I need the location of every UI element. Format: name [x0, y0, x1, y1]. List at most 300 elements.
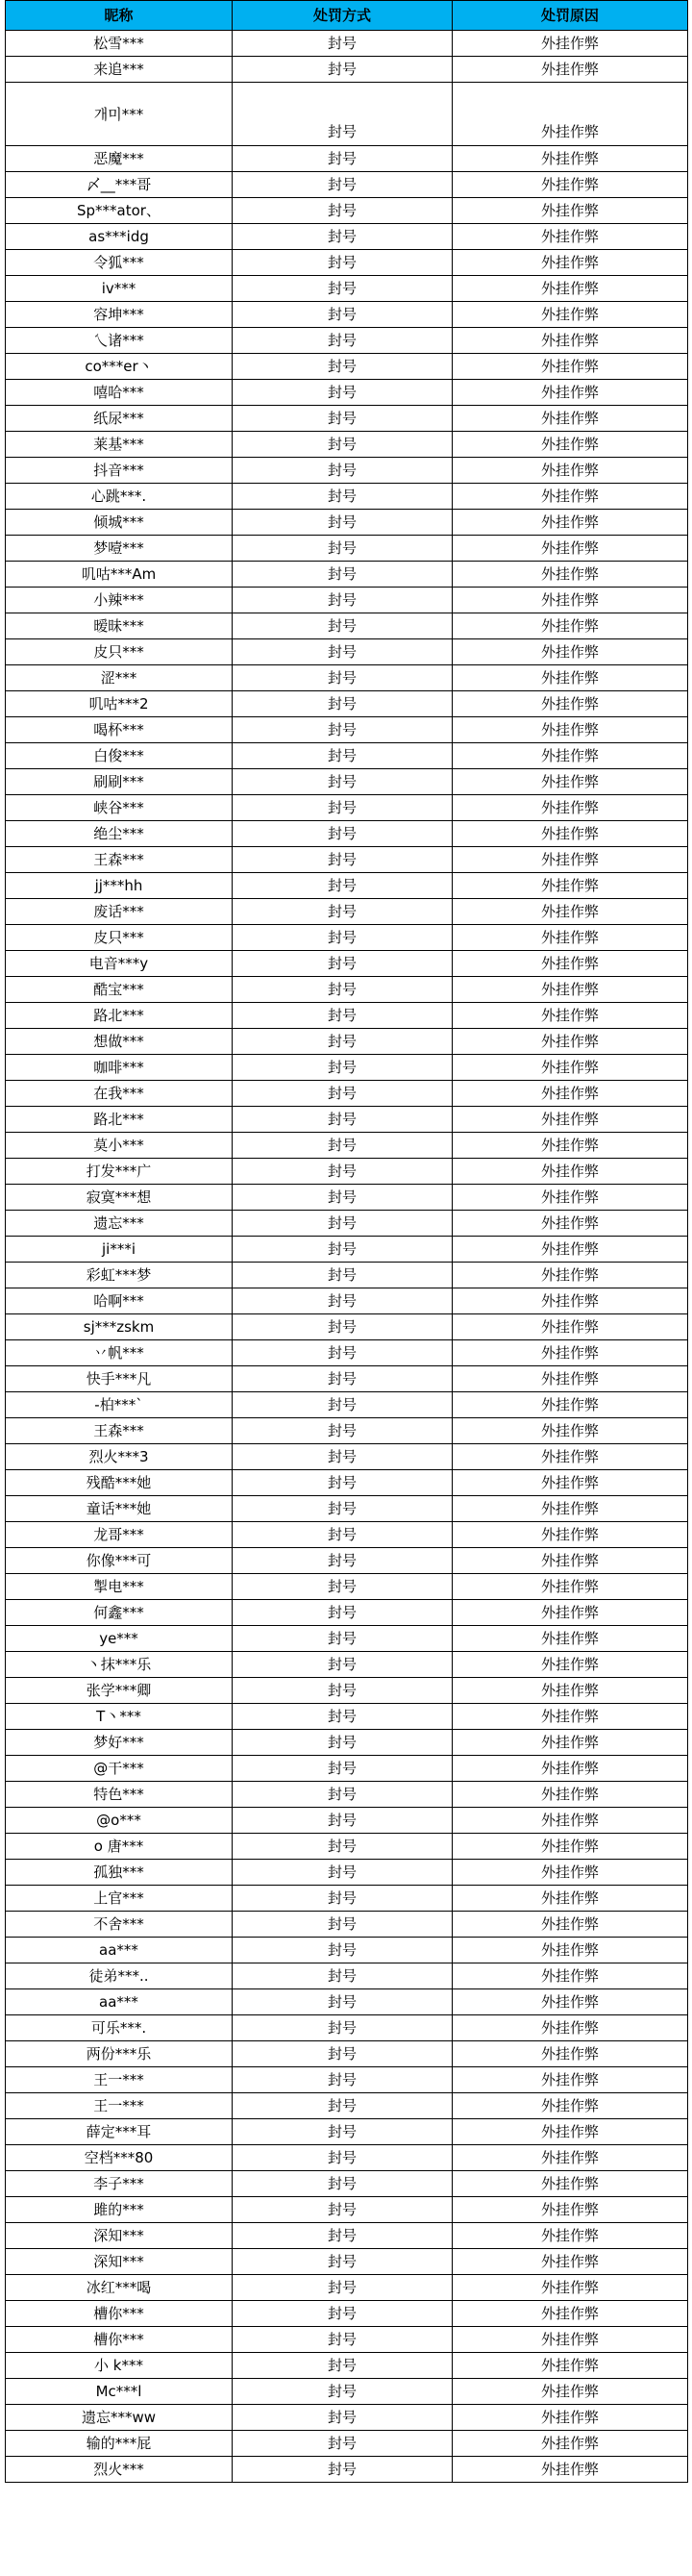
table-row [6, 83, 688, 146]
cell-penalty-type: 封号 [233, 354, 453, 380]
cell-penalty-type: 封号 [233, 302, 453, 328]
cell-penalty-type: 封号 [233, 1314, 453, 1340]
cell-penalty-type: 封号 [233, 977, 453, 1003]
cell-penalty-type: 封号 [233, 2067, 453, 2093]
cell-nickname: 王一*** [6, 2093, 233, 2119]
cell-penalty-reason: 外挂作弊 [453, 2197, 688, 2223]
cell-penalty-reason: 外挂作弊 [453, 484, 688, 510]
cell-penalty-type: 封号 [233, 1652, 453, 1678]
cell-nickname: 松雪*** [6, 31, 233, 57]
cell-nickname: 张学***卿 [6, 1678, 233, 1704]
table-row [6, 2067, 688, 2093]
table-row [6, 1548, 688, 1574]
table-row [6, 1704, 688, 1730]
cell-nickname: 路北*** [6, 1003, 233, 1029]
cell-penalty-reason: 外挂作弊 [453, 276, 688, 302]
cell-penalty-type: 封号 [233, 2327, 453, 2353]
cell-penalty-reason: 外挂作弊 [453, 1704, 688, 1730]
cell-nickname: 特色*** [6, 1782, 233, 1808]
cell-penalty-type: 封号 [233, 1003, 453, 1029]
cell-nickname: 雎的*** [6, 2197, 233, 2223]
cell-penalty-reason: 外挂作弊 [453, 1808, 688, 1834]
table-row [6, 588, 688, 613]
table-row [6, 1185, 688, 1211]
cell-nickname: 皮只*** [6, 925, 233, 951]
cell-penalty-reason: 外挂作弊 [453, 899, 688, 925]
cell-penalty-reason: 外挂作弊 [453, 2457, 688, 2483]
cell-penalty-reason: 外挂作弊 [453, 2301, 688, 2327]
cell-nickname: Sp***ator、 [6, 198, 233, 224]
cell-penalty-type: 封号 [233, 57, 453, 83]
table-row [6, 354, 688, 380]
cell-penalty-type: 封号 [233, 198, 453, 224]
cell-penalty-type: 封号 [233, 250, 453, 276]
table-row [6, 2327, 688, 2353]
cell-penalty-reason: 外挂作弊 [453, 2353, 688, 2379]
table-row [6, 1133, 688, 1159]
cell-penalty-type: 封号 [233, 2041, 453, 2067]
cell-penalty-type: 封号 [233, 2457, 453, 2483]
cell-penalty-reason: 外挂作弊 [453, 250, 688, 276]
table-row [6, 1470, 688, 1496]
cell-penalty-reason: 外挂作弊 [453, 769, 688, 795]
cell-penalty-reason: 外挂作弊 [453, 1912, 688, 1938]
table-row [6, 536, 688, 562]
cell-nickname: 乀诸*** [6, 328, 233, 354]
table-row [6, 1522, 688, 1548]
table-row [6, 2197, 688, 2223]
cell-penalty-type: 封号 [233, 1496, 453, 1522]
table-row [6, 1678, 688, 1704]
table-row [6, 224, 688, 250]
cell-penalty-reason: 外挂作弊 [453, 2119, 688, 2145]
cell-penalty-reason: 外挂作弊 [453, 1263, 688, 1288]
table-row [6, 1314, 688, 1340]
cell-penalty-reason: 外挂作弊 [453, 2249, 688, 2275]
cell-penalty-reason: 外挂作弊 [453, 83, 688, 146]
header-nickname: 昵称 [6, 1, 233, 31]
cell-penalty-reason: 外挂作弊 [453, 224, 688, 250]
cell-penalty-type: 封号 [233, 899, 453, 925]
cell-nickname: 绝尘*** [6, 821, 233, 847]
table-row [6, 899, 688, 925]
cell-penalty-type: 封号 [233, 2015, 453, 2041]
cell-penalty-reason: 外挂作弊 [453, 1756, 688, 1782]
cell-nickname: 徒弟***.. [6, 1963, 233, 1989]
cell-nickname: o 唐*** [6, 1834, 233, 1860]
cell-penalty-reason: 外挂作弊 [453, 665, 688, 691]
table-row [6, 1963, 688, 1989]
cell-penalty-reason: 外挂作弊 [453, 1886, 688, 1912]
table-row [6, 1989, 688, 2015]
header-penalty-reason: 处罚原因 [453, 1, 688, 31]
cell-penalty-type: 封号 [233, 1392, 453, 1418]
cell-nickname: 路北*** [6, 1107, 233, 1133]
cell-nickname: 皮只*** [6, 639, 233, 665]
table-row [6, 1886, 688, 1912]
table-row [6, 2457, 688, 2483]
cell-penalty-reason: 外挂作弊 [453, 2067, 688, 2093]
table-row [6, 1003, 688, 1029]
cell-nickname: 寂寞***想 [6, 1185, 233, 1211]
cell-penalty-type: 封号 [233, 1626, 453, 1652]
cell-penalty-type: 封号 [233, 276, 453, 302]
cell-penalty-reason: 外挂作弊 [453, 1003, 688, 1029]
cell-nickname: 莫小*** [6, 1133, 233, 1159]
cell-penalty-reason: 外挂作弊 [453, 717, 688, 743]
cell-penalty-type: 封号 [233, 1678, 453, 1704]
cell-penalty-type: 封号 [233, 458, 453, 484]
table-row [6, 1756, 688, 1782]
cell-nickname: 童话***她 [6, 1496, 233, 1522]
table-row [6, 1055, 688, 1081]
cell-nickname: 叽咕***2 [6, 691, 233, 717]
cell-penalty-type: 封号 [233, 1081, 453, 1107]
cell-nickname: 冰红***喝 [6, 2275, 233, 2301]
cell-nickname: jj***hh [6, 873, 233, 899]
cell-penalty-type: 封号 [233, 1730, 453, 1756]
cell-nickname: 你像***可 [6, 1548, 233, 1574]
table-row [6, 31, 688, 57]
cell-nickname: 遗忘***ww [6, 2405, 233, 2431]
cell-penalty-type: 封号 [233, 1886, 453, 1912]
table-row [6, 562, 688, 588]
cell-penalty-reason: 外挂作弊 [453, 1963, 688, 1989]
cell-nickname: 槽你*** [6, 2301, 233, 2327]
cell-penalty-type: 封号 [233, 1444, 453, 1470]
cell-penalty-reason: 外挂作弊 [453, 2093, 688, 2119]
cell-penalty-reason: 外挂作弊 [453, 406, 688, 432]
cell-nickname: 龙哥*** [6, 1522, 233, 1548]
cell-penalty-reason: 外挂作弊 [453, 2145, 688, 2171]
table-row [6, 2275, 688, 2301]
cell-penalty-reason: 外挂作弊 [453, 2405, 688, 2431]
table-row [6, 276, 688, 302]
cell-nickname: 丶抹***乐 [6, 1652, 233, 1678]
cell-penalty-reason: 外挂作弊 [453, 1288, 688, 1314]
cell-nickname: 孤独*** [6, 1860, 233, 1886]
table-row [6, 795, 688, 821]
cell-nickname: 废话*** [6, 899, 233, 925]
cell-penalty-reason: 外挂作弊 [453, 328, 688, 354]
cell-penalty-type: 封号 [233, 1808, 453, 1834]
cell-penalty-type: 封号 [233, 1522, 453, 1548]
cell-penalty-type: 封号 [233, 83, 453, 146]
table-row [6, 1211, 688, 1237]
cell-penalty-reason: 外挂作弊 [453, 380, 688, 406]
cell-nickname: 何鑫*** [6, 1600, 233, 1626]
cell-penalty-type: 封号 [233, 1211, 453, 1237]
table-row [6, 1860, 688, 1886]
cell-penalty-type: 封号 [233, 1185, 453, 1211]
cell-penalty-reason: 外挂作弊 [453, 1314, 688, 1340]
table-row [6, 250, 688, 276]
cell-nickname: 涩*** [6, 665, 233, 691]
table-row [6, 2119, 688, 2145]
table-row [6, 977, 688, 1003]
table-row [6, 2015, 688, 2041]
cell-penalty-reason: 外挂作弊 [453, 2327, 688, 2353]
cell-penalty-reason: 外挂作弊 [453, 1834, 688, 1860]
cell-penalty-reason: 外挂作弊 [453, 691, 688, 717]
cell-penalty-type: 封号 [233, 2145, 453, 2171]
cell-penalty-type: 封号 [233, 1029, 453, 1055]
table-row [6, 328, 688, 354]
cell-nickname: 上官*** [6, 1886, 233, 1912]
cell-nickname: T丶*** [6, 1704, 233, 1730]
cell-penalty-type: 封号 [233, 1756, 453, 1782]
cell-penalty-type: 封号 [233, 769, 453, 795]
cell-penalty-reason: 外挂作弊 [453, 198, 688, 224]
cell-nickname: sj***zskm [6, 1314, 233, 1340]
cell-nickname: 两份***乐 [6, 2041, 233, 2067]
cell-penalty-reason: 外挂作弊 [453, 1340, 688, 1366]
cell-penalty-reason: 外挂作弊 [453, 1133, 688, 1159]
cell-penalty-reason: 外挂作弊 [453, 1600, 688, 1626]
cell-penalty-type: 封号 [233, 1340, 453, 1366]
cell-penalty-type: 封号 [233, 1133, 453, 1159]
cell-nickname: ye*** [6, 1626, 233, 1652]
table-row [6, 432, 688, 458]
cell-penalty-reason: 外挂作弊 [453, 432, 688, 458]
cell-penalty-type: 封号 [233, 2275, 453, 2301]
cell-nickname: ji***i [6, 1237, 233, 1263]
cell-penalty-type: 封号 [233, 2119, 453, 2145]
cell-penalty-type: 封号 [233, 328, 453, 354]
cell-penalty-reason: 外挂作弊 [453, 847, 688, 873]
table-row [6, 1496, 688, 1522]
cell-penalty-type: 封号 [233, 717, 453, 743]
cell-nickname: 掣电*** [6, 1574, 233, 1600]
cell-nickname: 王森*** [6, 1418, 233, 1444]
cell-penalty-type: 封号 [233, 925, 453, 951]
header-penalty-type: 处罚方式 [233, 1, 453, 31]
cell-nickname: 莱基*** [6, 432, 233, 458]
cell-penalty-reason: 外挂作弊 [453, 1185, 688, 1211]
cell-penalty-reason: 外挂作弊 [453, 510, 688, 536]
cell-penalty-reason: 外挂作弊 [453, 1989, 688, 2015]
cell-penalty-type: 封号 [233, 1834, 453, 1860]
cell-nickname: 心跳***. [6, 484, 233, 510]
table-row [6, 172, 688, 198]
cell-nickname: as***idg [6, 224, 233, 250]
cell-penalty-type: 封号 [233, 795, 453, 821]
cell-penalty-reason: 外挂作弊 [453, 1081, 688, 1107]
table-row [6, 1392, 688, 1418]
cell-penalty-reason: 外挂作弊 [453, 302, 688, 328]
table-row [6, 1237, 688, 1263]
cell-nickname: 深知*** [6, 2249, 233, 2275]
cell-penalty-reason: 外挂作弊 [453, 31, 688, 57]
cell-nickname: 喝杯*** [6, 717, 233, 743]
cell-nickname: 烈火***3 [6, 1444, 233, 1470]
cell-penalty-reason: 外挂作弊 [453, 354, 688, 380]
table-row [6, 484, 688, 510]
cell-nickname: 酷宝*** [6, 977, 233, 1003]
cell-nickname: 可乐***. [6, 2015, 233, 2041]
cell-penalty-type: 封号 [233, 1366, 453, 1392]
table-row [6, 873, 688, 899]
cell-penalty-reason: 外挂作弊 [453, 1055, 688, 1081]
cell-penalty-reason: 外挂作弊 [453, 1237, 688, 1263]
cell-nickname: 李子*** [6, 2171, 233, 2197]
cell-penalty-type: 封号 [233, 224, 453, 250]
table-row [6, 458, 688, 484]
cell-penalty-type: 封号 [233, 146, 453, 172]
cell-penalty-type: 封号 [233, 1989, 453, 2015]
cell-nickname: @o*** [6, 1808, 233, 1834]
cell-nickname: Mc***l [6, 2379, 233, 2405]
table-row [6, 146, 688, 172]
cell-penalty-type: 封号 [233, 873, 453, 899]
cell-penalty-reason: 外挂作弊 [453, 1626, 688, 1652]
cell-penalty-type: 封号 [233, 665, 453, 691]
cell-nickname: 恶魔*** [6, 146, 233, 172]
cell-nickname: 〆__***哥 [6, 172, 233, 198]
cell-nickname: 输的***屁 [6, 2431, 233, 2457]
cell-penalty-type: 封号 [233, 588, 453, 613]
table-row [6, 743, 688, 769]
table-row [6, 2431, 688, 2457]
cell-penalty-reason: 外挂作弊 [453, 146, 688, 172]
cell-nickname: 在我*** [6, 1081, 233, 1107]
cell-penalty-reason: 外挂作弊 [453, 1652, 688, 1678]
table-row [6, 380, 688, 406]
cell-nickname: 개미*** [6, 83, 233, 146]
cell-nickname: 纸尿*** [6, 406, 233, 432]
cell-nickname: 烈火*** [6, 2457, 233, 2483]
cell-penalty-type: 封号 [233, 406, 453, 432]
cell-penalty-reason: 外挂作弊 [453, 1418, 688, 1444]
cell-nickname: 电音***y [6, 951, 233, 977]
table-row [6, 1730, 688, 1756]
cell-penalty-reason: 外挂作弊 [453, 562, 688, 588]
cell-nickname: 容坤*** [6, 302, 233, 328]
cell-penalty-reason: 外挂作弊 [453, 1496, 688, 1522]
cell-nickname: 想做*** [6, 1029, 233, 1055]
cell-penalty-type: 封号 [233, 172, 453, 198]
cell-penalty-type: 封号 [233, 691, 453, 717]
cell-penalty-type: 封号 [233, 639, 453, 665]
cell-penalty-type: 封号 [233, 1418, 453, 1444]
table-row [6, 2353, 688, 2379]
table-row [6, 639, 688, 665]
cell-nickname: 令狐*** [6, 250, 233, 276]
cell-penalty-type: 封号 [233, 1938, 453, 1963]
table-row [6, 925, 688, 951]
cell-penalty-reason: 外挂作弊 [453, 2223, 688, 2249]
cell-penalty-reason: 外挂作弊 [453, 1574, 688, 1600]
cell-penalty-type: 封号 [233, 2197, 453, 2223]
cell-penalty-reason: 外挂作弊 [453, 588, 688, 613]
table-row [6, 2405, 688, 2431]
cell-penalty-type: 封号 [233, 1782, 453, 1808]
cell-nickname: 白俊*** [6, 743, 233, 769]
table-row [6, 613, 688, 639]
cell-penalty-reason: 外挂作弊 [453, 57, 688, 83]
cell-penalty-reason: 外挂作弊 [453, 2379, 688, 2405]
table-row [6, 2301, 688, 2327]
cell-penalty-type: 封号 [233, 2171, 453, 2197]
cell-penalty-reason: 外挂作弊 [453, 1548, 688, 1574]
table-row [6, 1808, 688, 1834]
table-row [6, 1782, 688, 1808]
penalty-table [5, 0, 688, 2483]
cell-penalty-type: 封号 [233, 2249, 453, 2275]
table-row [6, 691, 688, 717]
cell-penalty-type: 封号 [233, 951, 453, 977]
cell-penalty-type: 封号 [233, 2223, 453, 2249]
cell-penalty-type: 封号 [233, 1055, 453, 1081]
cell-nickname: 槽你*** [6, 2327, 233, 2353]
cell-penalty-type: 封号 [233, 2431, 453, 2457]
cell-penalty-type: 封号 [233, 1574, 453, 1600]
cell-nickname: co***er丶 [6, 354, 233, 380]
table-row [6, 847, 688, 873]
table-row [6, 198, 688, 224]
table-row [6, 2249, 688, 2275]
cell-penalty-type: 封号 [233, 432, 453, 458]
cell-nickname: 哈啊*** [6, 1288, 233, 1314]
cell-nickname: 彩虹***梦 [6, 1263, 233, 1288]
cell-penalty-type: 封号 [233, 484, 453, 510]
cell-penalty-reason: 外挂作弊 [453, 951, 688, 977]
cell-penalty-reason: 外挂作弊 [453, 795, 688, 821]
table-row [6, 406, 688, 432]
table-row [6, 1081, 688, 1107]
cell-penalty-type: 封号 [233, 1912, 453, 1938]
table-row [6, 2171, 688, 2197]
table-row [6, 769, 688, 795]
cell-penalty-reason: 外挂作弊 [453, 1444, 688, 1470]
cell-penalty-type: 封号 [233, 613, 453, 639]
table-row [6, 2145, 688, 2171]
cell-penalty-type: 封号 [233, 1107, 453, 1133]
cell-penalty-reason: 外挂作弊 [453, 873, 688, 899]
cell-nickname: 王森*** [6, 847, 233, 873]
cell-penalty-reason: 外挂作弊 [453, 1522, 688, 1548]
table-row [6, 1340, 688, 1366]
cell-nickname: 来追*** [6, 57, 233, 83]
cell-nickname: 嘻哈*** [6, 380, 233, 406]
table-row [6, 2223, 688, 2249]
table-row [6, 1029, 688, 1055]
cell-nickname: 小 k*** [6, 2353, 233, 2379]
table-row [6, 2041, 688, 2067]
cell-penalty-reason: 外挂作弊 [453, 2431, 688, 2457]
table-row [6, 1626, 688, 1652]
cell-penalty-type: 封号 [233, 743, 453, 769]
table-row [6, 1288, 688, 1314]
cell-penalty-reason: 外挂作弊 [453, 1938, 688, 1963]
cell-penalty-type: 封号 [233, 821, 453, 847]
cell-penalty-reason: 外挂作弊 [453, 1366, 688, 1392]
table-row [6, 302, 688, 328]
cell-penalty-type: 封号 [233, 1237, 453, 1263]
cell-nickname: 叽咕***Am [6, 562, 233, 588]
cell-penalty-type: 封号 [233, 1159, 453, 1185]
cell-penalty-reason: 外挂作弊 [453, 743, 688, 769]
table-row [6, 1263, 688, 1288]
cell-penalty-type: 封号 [233, 536, 453, 562]
cell-penalty-reason: 外挂作弊 [453, 1860, 688, 1886]
cell-penalty-type: 封号 [233, 2353, 453, 2379]
cell-penalty-type: 封号 [233, 1548, 453, 1574]
cell-penalty-type: 封号 [233, 1263, 453, 1288]
cell-penalty-reason: 外挂作弊 [453, 613, 688, 639]
cell-penalty-reason: 外挂作弊 [453, 2015, 688, 2041]
header-row [6, 1, 688, 31]
